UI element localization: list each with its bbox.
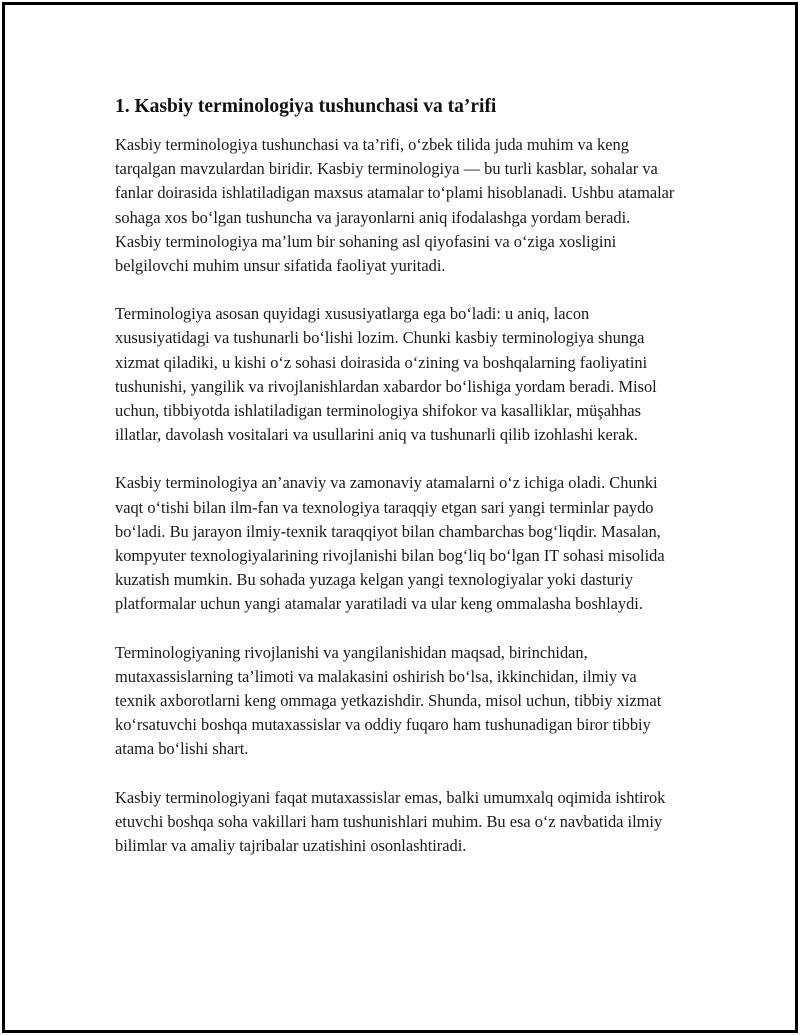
document-body (115, 95, 675, 882)
paragraph-1: Kasbiy terminologiya tushunchasi va ta’rifi, o‘zbek tilida juda muhim va keng tarqalgan mavzulardan biridir. Kasbiy terminologiya — bu turli kasblar, sohalar va fanlar doirasida ishlatiladigan maxsus atamalar to‘plami hisoblanadi. Ushbu atamalar sohaga xos bo‘lgan tushuncha va jarayonlarni aniq ifodalashga yordam beradi. Kasbiy terminologiya ma’lum bir sohaning asl qiyofasini va o‘ziga xosligini belgilovchi muhim unsur sifatida faoliyat yuritadi. (115, 135, 675, 276)
paragraph-3: Kasbiy terminologiya an’anaviy va zamonaviy atamalarni o‘z ichiga oladi. Chunki vaqt o‘tishi bilan ilm-fan va texnologiya taraqqiy etgan sari yangi terminlar paydo bo‘ladi. Bu jarayon ilmiy-texnik taraqqiyot bilan chambarchas bog‘liqdir. Masalan, kompyuter texnologiyalarining rivojlanishi bilan bog‘liq bo‘lgan IT sohasi misolida kuzatish mumkin. Bu sohada yuzaga kelgan yangi texnologiyalar yoki dasturiy platformalar uchun yangi atamalar yaratiladi va ular keng ommalasha boshlaydi. (115, 473, 665, 614)
paragraph-4: Terminologiyaning rivojlanishi va yangilanishidan maqsad, birinchidan, mutaxassislarning ta’limoti va malakasini oshirish bo‘lsa, ikkinchidan, ilmiy va texnik axborotlarni keng ommaga yetkazishdir. Shunda, misol uchun, tibbiy xizmat ko‘rsatuvchi boshqa mutaxassislar va oddiy fuqaro ham tushunadigan biror tibbiy atama bo‘lishi shart. (115, 642, 662, 759)
section-heading: 1. Kasbiy terminologiya tushunchasi va ta’rifi (115, 96, 497, 117)
paragraph-5: Kasbiy terminologiyani faqat mutaxassislar emas, balki umumxalq oqimida ishtirok etuvchi boshqa soha vakillari ham tushunishlari muhim. Bu esa o‘z navbatida ilmiy bilimlar va amaliy tajribalar uzatishini osonlashtiradi. (115, 787, 666, 856)
paragraph-2: Terminologiya asosan quyidagi xususiyatlarga ega bo‘ladi: u aniq, lacon xususiyatidagi va tushunarli bo‘lishi lozim. Chunki kasbiy terminologiya shunga xizmat qiladiki, u kishi o‘z sohasi doirasida o‘zining va boshqalarning faoliyatini tushunishi, yangilik va rivojlanishlardan xabardor bo‘lishiga yordam beradi. Misol uchun, tibbiyotda ishlatiladigan terminologiya shifokor va kasalliklar, müşahhas illatlar, davolash vositalari va usullarini aniq va tushunarli qilib izohlashi kerak. (115, 304, 657, 445)
